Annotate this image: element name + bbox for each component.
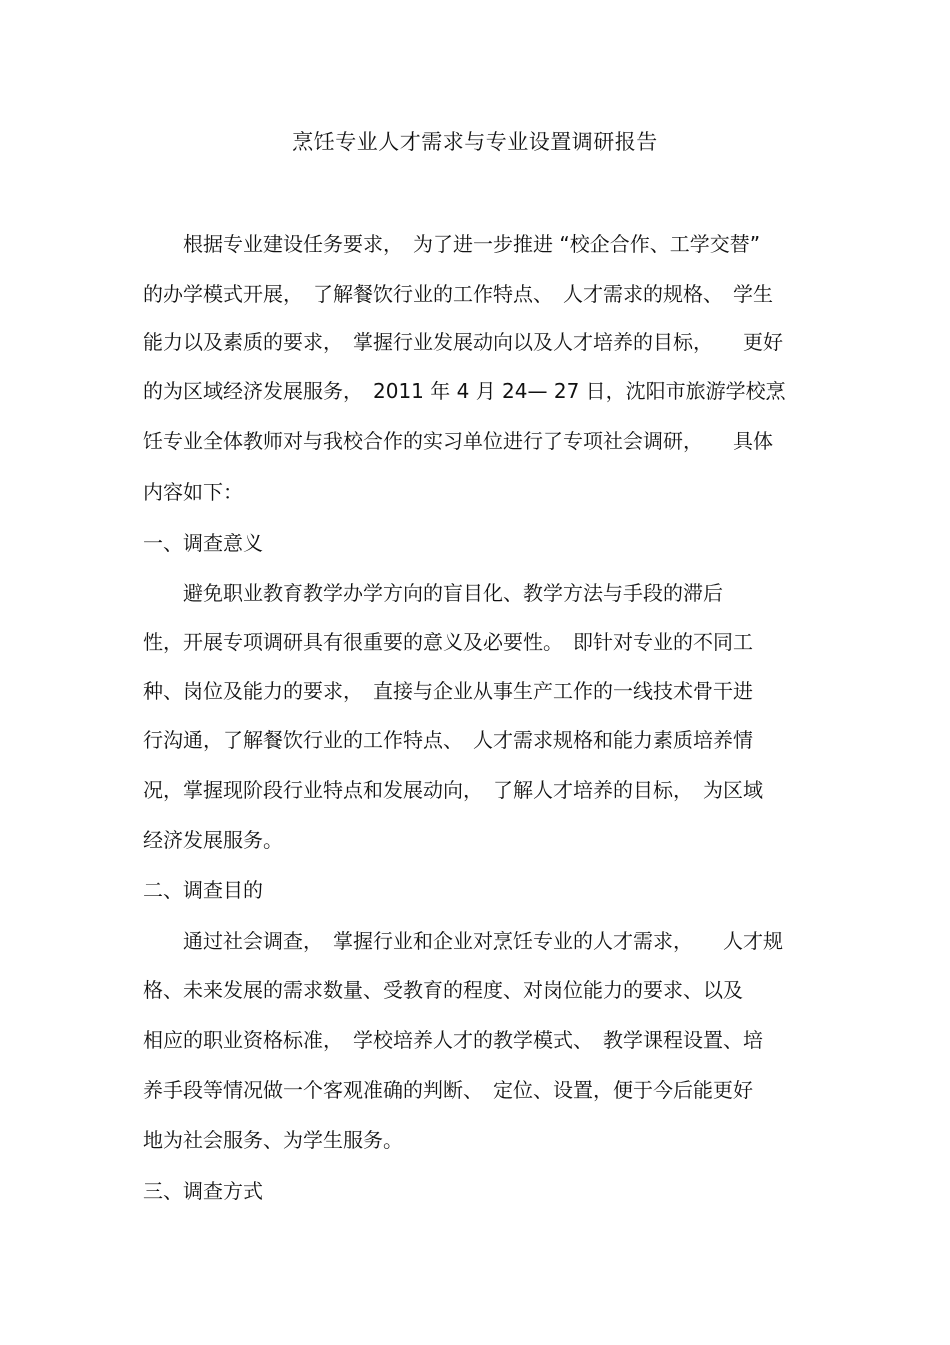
- paragraph-3-line-4: 养手段等情况做一个客观准确的判断、 定位、设置，便于今后能更好: [143, 1078, 753, 1102]
- paragraph-2-line-5: 况，掌握现阶段行业特点和发展动向， 了解人才培养的目标， 为区域: [143, 778, 763, 802]
- paragraph-1-line-6: 内容如下：: [143, 480, 243, 504]
- paragraph-3-line-5: 地为社会服务、为学生服务。: [143, 1128, 403, 1152]
- paragraph-3-line-2: 格、未来发展的需求数量、受教育的程度、对岗位能力的要求、以及: [143, 978, 743, 1002]
- document-title: 烹饪专业人才需求与专业设置调研报告: [292, 130, 658, 154]
- section-heading-1: 一、调查意义: [143, 531, 263, 555]
- paragraph-3-line-3: 相应的职业资格标准， 学校培养人才的教学模式、 教学课程设置、培: [143, 1028, 763, 1052]
- paragraph-1-line-2: 的办学模式开展， 了解餐饮行业的工作特点、 人才需求的规格、 学生: [143, 282, 773, 306]
- paragraph-2-line-2: 性，开展专项调研具有很重要的意义及必要性。 即针对专业的不同工: [143, 630, 753, 654]
- paragraph-1-line-5: 饪专业全体教师对与我校合作的实习单位进行了专项社会调研， 具体: [143, 429, 773, 453]
- paragraph-2-line-1: 避免职业教育教学办学方向的盲目化、教学方法与手段的滞后: [143, 581, 723, 605]
- section-heading-2: 二、调查目的: [143, 878, 263, 902]
- paragraph-1-line-4: 的为区域经济发展服务， 2011 年 4 月 24— 27 日，沈阳市旅游学校烹: [143, 379, 786, 403]
- section-heading-3: 三、调查方式: [143, 1179, 263, 1203]
- paragraph-2-line-4: 行沟通，了解餐饮行业的工作特点、 人才需求规格和能力素质培养情: [143, 728, 753, 752]
- paragraph-2-line-3: 种、岗位及能力的要求， 直接与企业从事生产工作的一线技术骨干进: [143, 679, 753, 703]
- paragraph-1-line-1: 根据专业建设任务要求， 为了进一步推进 “校企合作、工学交替”: [143, 232, 761, 256]
- paragraph-1-line-3: 能力以及素质的要求， 掌握行业发展动向以及人才培养的目标， 更好: [143, 330, 783, 354]
- paragraph-3-line-1: 通过社会调查， 掌握行业和企业对烹饪专业的人才需求， 人才规: [143, 929, 783, 953]
- paragraph-2-line-6: 经济发展服务。: [143, 828, 283, 852]
